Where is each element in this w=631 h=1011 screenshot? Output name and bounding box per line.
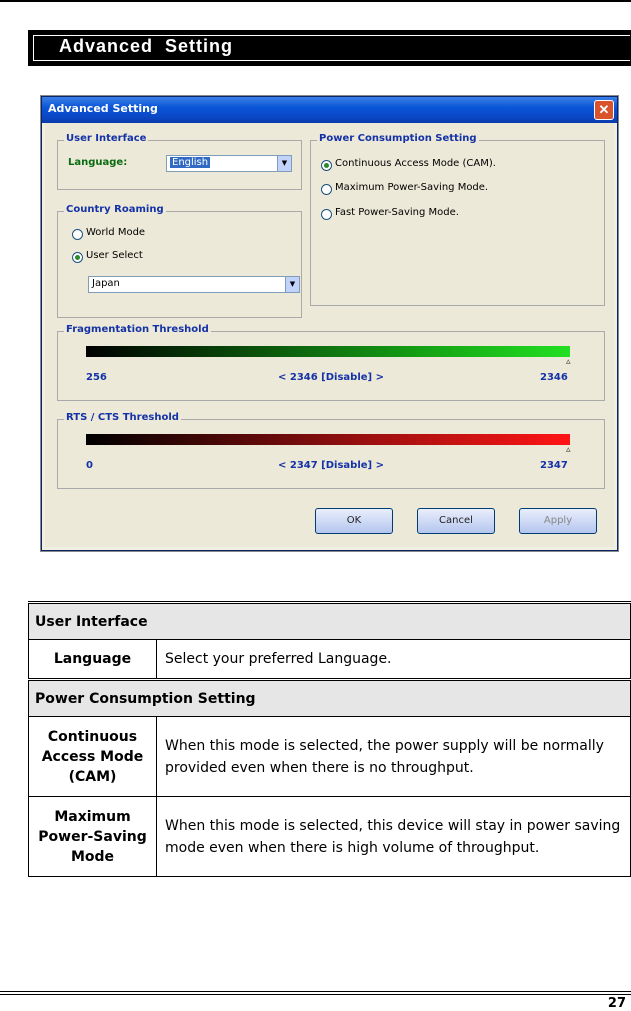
- power-consumption-header: Power Consumption Setting: [29, 680, 631, 717]
- advanced-setting-dialog: [41, 96, 618, 551]
- fragmentation-legend: Fragmentation Threshold: [66, 324, 209, 335]
- language-select[interactable]: [166, 155, 292, 172]
- top-rule: [0, 0, 631, 2]
- page-number: 27: [607, 996, 626, 1011]
- power-consumption-legend: Power Consumption Setting: [319, 133, 477, 144]
- cancel-button[interactable]: Cancel: [417, 508, 495, 534]
- fast-psm-label: Fast Power-Saving Mode.: [335, 207, 459, 218]
- language-value: English: [172, 157, 209, 168]
- table-row: [29, 640, 631, 680]
- dialog-client: [45, 123, 614, 547]
- country-roaming-legend: Country Roaming: [66, 204, 164, 215]
- rts-cts-current: < 2347 [Disable] >: [278, 460, 384, 471]
- chevron-down-icon[interactable]: ▼: [277, 156, 291, 171]
- user-interface-legend: User Interface: [66, 133, 147, 144]
- fragmentation-current: < 2346 [Disable] >: [278, 372, 384, 383]
- user-select-radio[interactable]: [72, 252, 83, 263]
- fragmentation-max: 2346: [540, 372, 568, 383]
- max-psm-label: Maximum Power-Saving Mode.: [335, 182, 489, 193]
- world-mode-radio[interactable]: [72, 229, 83, 240]
- close-icon[interactable]: ✕: [594, 100, 614, 120]
- fast-psm-radio[interactable]: [321, 209, 332, 220]
- dialog-titlebar: [42, 97, 617, 123]
- rts-cts-min: 0: [86, 460, 93, 471]
- table-row: [29, 797, 631, 877]
- country-roaming-group: [57, 204, 302, 318]
- cam-desc: When this mode is selected, the power supply will be normally provided even when there is no throughput.: [157, 717, 631, 797]
- power-consumption-group: [310, 133, 605, 306]
- language-term: Language: [29, 640, 157, 680]
- country-select[interactable]: [88, 276, 300, 293]
- user-interface-header: User Interface: [29, 603, 631, 640]
- cam-label: Continuous Access Mode (CAM).: [335, 158, 496, 169]
- section-header: [28, 30, 631, 66]
- cam-radio[interactable]: [321, 160, 332, 171]
- rts-cts-slider-thumb[interactable]: ▵: [566, 444, 571, 454]
- language-desc: Select your preferred Language.: [157, 640, 631, 680]
- cam-term: Continuous Access Mode (CAM): [29, 717, 157, 797]
- section-title: Advanced Setting: [59, 36, 234, 56]
- settings-description-table: [28, 601, 631, 877]
- language-label: Language:: [68, 157, 128, 168]
- world-mode-label: World Mode: [86, 227, 146, 238]
- max-psm-radio[interactable]: [321, 184, 332, 195]
- chevron-down-icon[interactable]: ▼: [285, 277, 299, 292]
- dialog-title: Advanced Setting: [48, 102, 158, 115]
- max-psm-term: Maximum Power-Saving Mode: [29, 797, 157, 877]
- fragmentation-min: 256: [86, 372, 107, 383]
- apply-button[interactable]: Apply: [519, 508, 597, 534]
- fragmentation-slider-thumb[interactable]: ▵: [566, 356, 571, 366]
- rts-cts-max: 2347: [540, 460, 568, 471]
- country-value: Japan: [92, 278, 120, 289]
- rts-cts-slider-track[interactable]: [86, 434, 570, 445]
- max-psm-desc: When this mode is selected, this device will stay in power saving mode even when there is high volume of throughput.: [157, 797, 631, 877]
- user-interface-group: [57, 133, 302, 190]
- user-select-label: User Select: [86, 250, 143, 261]
- fragmentation-group: [57, 324, 605, 401]
- rts-cts-group: [57, 412, 605, 489]
- bottom-rule: [0, 991, 631, 995]
- fragmentation-slider-track[interactable]: [86, 346, 570, 357]
- rts-cts-legend: RTS / CTS Threshold: [66, 412, 179, 423]
- ok-button[interactable]: OK: [315, 508, 393, 534]
- table-row: [29, 717, 631, 797]
